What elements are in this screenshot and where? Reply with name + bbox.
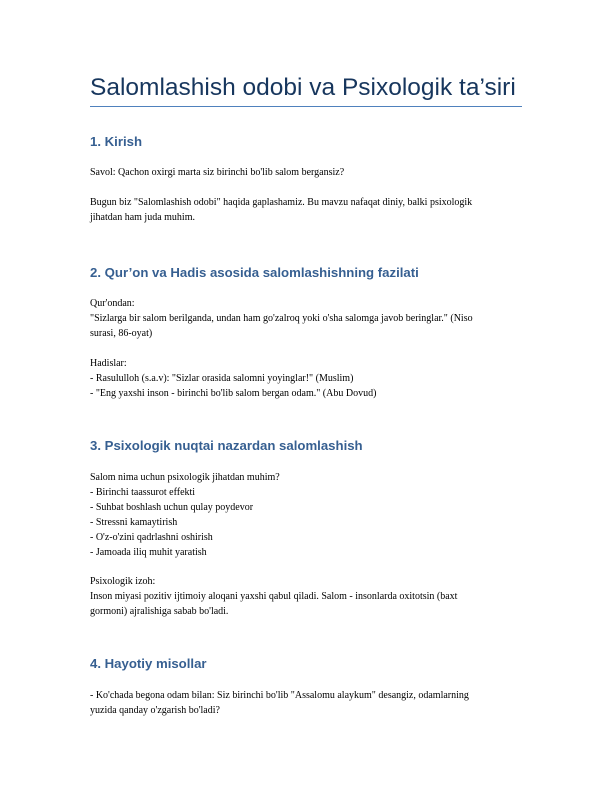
quran-quote-line-2: surasi, 86-oyat) xyxy=(90,328,153,339)
paragraph-intro-line-1: Bugun biz "Salomlashish odobi" haqida gaplashamiz. Bu mavzu nafaqat diniy, balki psixologik xyxy=(90,197,473,208)
list-item: - O'z-o'zini qadrlashni oshirish xyxy=(90,532,213,543)
list-item: - Suhbat boshlash uchun qulay poydevor xyxy=(90,502,254,513)
list-item: - Jamoada iliq muhit yaratish xyxy=(90,547,207,558)
paragraph-intro-line-2: jihatdan ham juda muhim. xyxy=(90,212,195,223)
section-heading-kirish: 1. Kirish xyxy=(90,134,143,149)
example-line-1: - Ko'chada begona odam bilan: Siz birinchi bo'lib "Assalomu alaykum" desangiz, odamlarning xyxy=(90,690,469,701)
note-line-1: Inson miyasi pozitiv ijtimoiy aloqani yaxshi qabul qiladi. Salom - insonlarda oxitotsin (baxt xyxy=(90,591,458,602)
paragraph-question: Savol: Qachon oxirgi marta siz birinchi bo'lib salom bergansiz? xyxy=(90,167,345,178)
example-line-2: yuzida qanday o'zgarish bo'ladi? xyxy=(90,705,220,716)
quran-label: Qur'ondan: xyxy=(90,298,135,309)
list-item: - Birinchi taassurot effekti xyxy=(90,487,196,498)
note-line-2: gormoni) ajralishiga sabab bo'ladi. xyxy=(90,606,229,617)
section-heading-quran-hadis: 2. Qur’on va Hadis asosida salomlashishning fazilati xyxy=(90,265,419,280)
document-title: Salomlashish odobi va Psixologik ta’siri xyxy=(90,74,516,101)
section-heading-psixologik: 3. Psixologik nuqtai nazardan salomlashish xyxy=(90,438,363,453)
quran-quote-line-1: "Sizlarga bir salom berilganda, undan ham go'zalroq yoki o'sha salomga javob beringlar." (Niso xyxy=(90,313,473,324)
note-label: Psixologik izoh: xyxy=(90,576,156,587)
list-item: - Stressni kamaytirish xyxy=(90,517,178,528)
paragraph-why-question: Salom nima uchun psixologik jihatdan muhim? xyxy=(90,472,280,483)
section-heading-hayotiy-misollar: 4. Hayotiy misollar xyxy=(90,656,207,671)
title-underline xyxy=(90,106,522,107)
hadith-item-2: - "Eng yaxshi inson - birinchi bo'lib salom bergan odam." (Abu Dovud) xyxy=(90,388,377,399)
hadith-item-1: - Rasululloh (s.a.v): "Sizlar orasida salomni yoyinglar!" (Muslim) xyxy=(90,373,354,384)
hadith-label: Hadislar: xyxy=(90,358,127,369)
